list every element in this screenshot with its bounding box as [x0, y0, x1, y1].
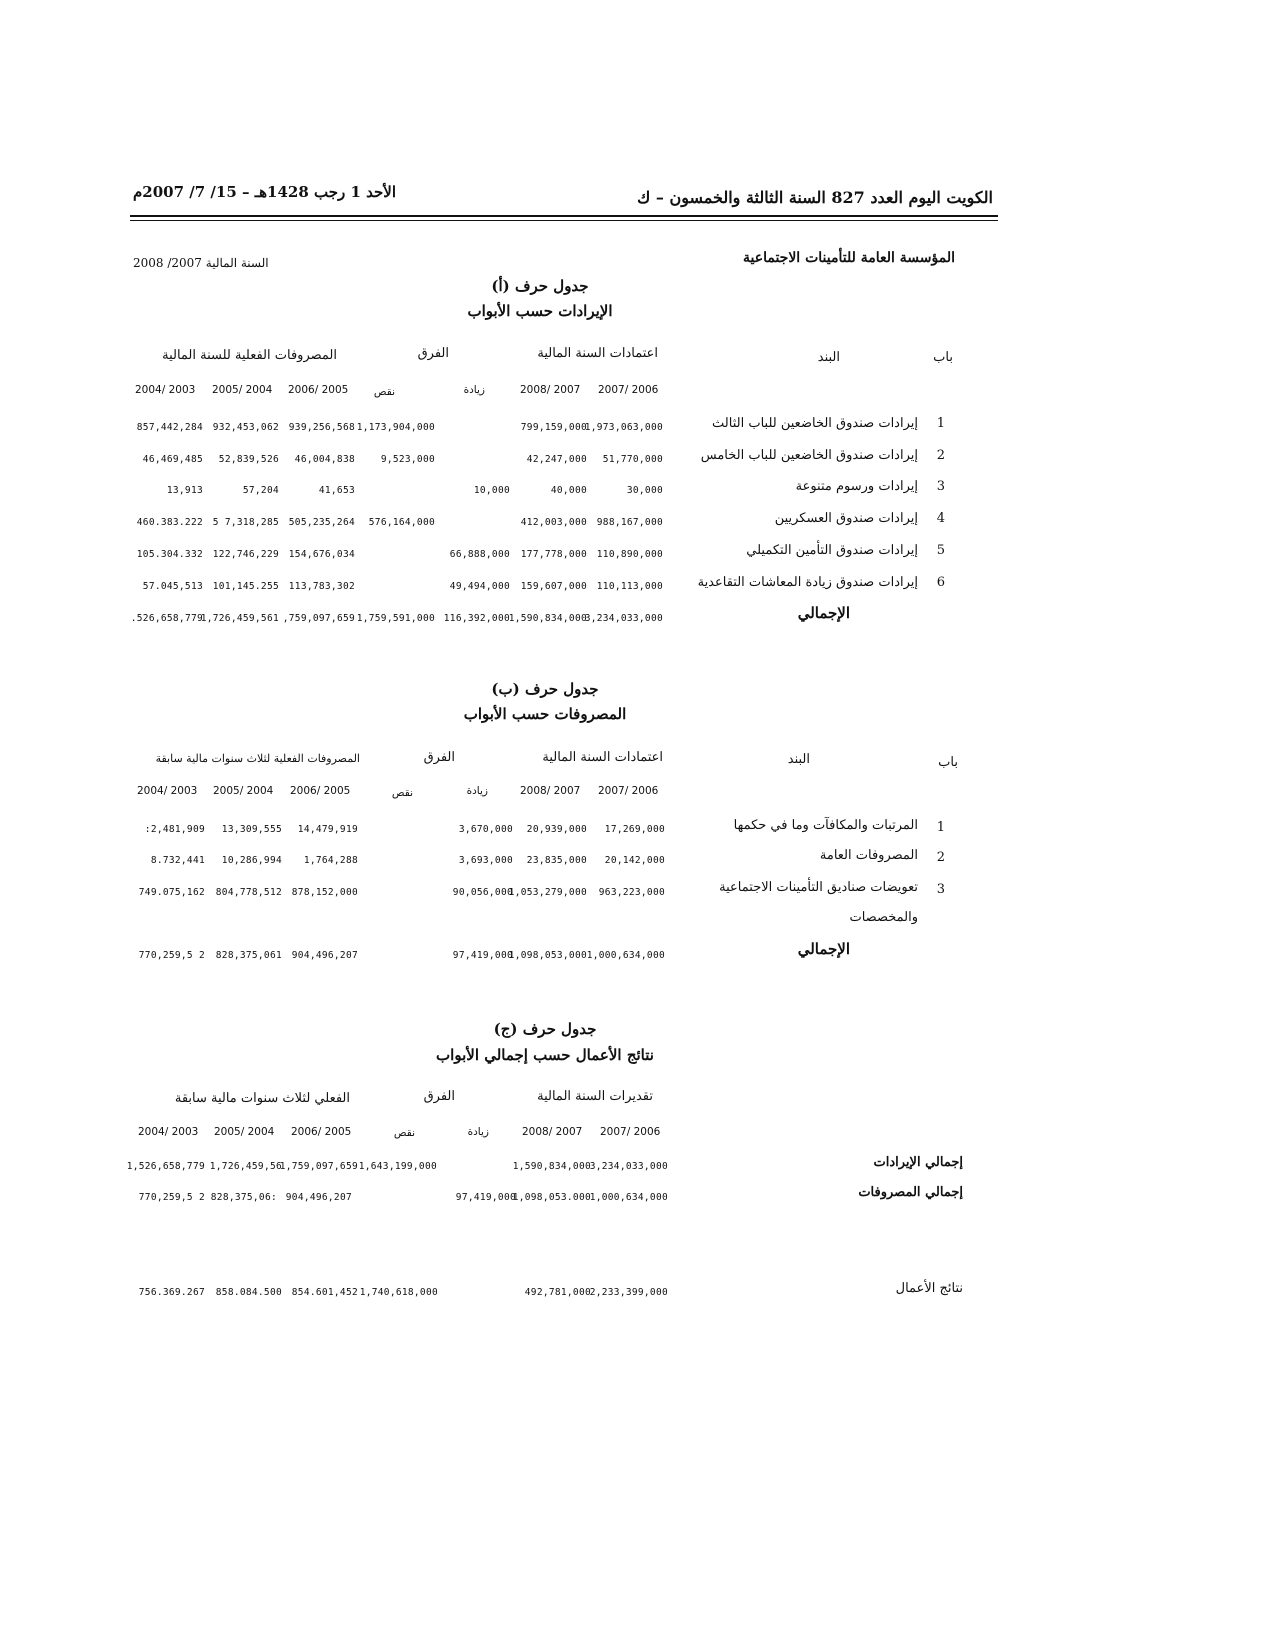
col-increase: زيادة	[467, 1126, 489, 1138]
cell-decrease: 1,759,591,000	[356, 613, 435, 624]
col-2005-2006: 2006/ 2005	[291, 1126, 352, 1138]
col-decrease: نقص	[373, 386, 395, 398]
cell-actual-2003: 105.304.332	[136, 549, 203, 560]
col-2006-2007: 2007/ 2006	[600, 1126, 661, 1138]
cell-actual-2004: 13,309,555	[221, 824, 282, 835]
row-band: إيرادات صندوق الخاضعين للباب الخامس	[700, 448, 918, 463]
cell-actual-2005: 904,496,207	[291, 950, 358, 961]
cell-actual-2004: 828,375,061	[215, 950, 282, 961]
col-2007-2008: 2008/ 2007	[520, 384, 581, 396]
cell-increase: 10,000	[473, 485, 510, 496]
header-rule	[130, 215, 998, 217]
col-2007-2008: 2008/ 2007	[520, 785, 581, 797]
table-a-title: جدول حرف (أ)	[491, 277, 589, 295]
cell-actual-2005: 939,256,568	[288, 422, 355, 433]
cell-estimate-2006: 2,233,399,000	[589, 1287, 668, 1298]
row-band: إيرادات ورسوم متنوعة	[795, 479, 918, 494]
cell-approved-2006: 3,234,033,000	[584, 613, 663, 624]
cell-actual-2004: 5 7,318,285	[212, 517, 279, 528]
col-2003-2004: 2004/ 2003	[135, 384, 196, 396]
col-approved: اعتمادات السنة المالية	[542, 750, 663, 765]
col-actual: المصروفات الفعلية لثلاث سنوات مالية سابقة	[155, 752, 360, 765]
cell-increase: 3,670,000	[458, 824, 513, 835]
col-band: البند	[817, 350, 840, 365]
col-2003-2004: 2004/ 2003	[137, 785, 198, 797]
col-diff: الفرق	[417, 346, 449, 361]
row-bab: 3	[936, 479, 945, 494]
cell-approved-2007: 1,053,279,000	[508, 887, 587, 898]
cell-approved-2006: 20,142,000	[604, 855, 665, 866]
cell-actual-2003: :2,481,909	[144, 824, 205, 835]
col-2005-2006: 2006/ 2005	[288, 384, 349, 396]
cell-approved-2006: 988,167,000	[596, 517, 663, 528]
cell-actual-2003: 46,469,485	[142, 454, 203, 465]
row-bab: 5	[936, 543, 945, 558]
cell-decrease: 9,523,000	[380, 454, 435, 465]
cell-approved-2007: 1,590,834,000	[508, 613, 587, 624]
cell-actual-2005: 854.601,452	[291, 1287, 358, 1298]
cell-actual-2003: 770,259,5 2	[138, 1192, 205, 1203]
cell-decrease: 1,173,904,000	[356, 422, 435, 433]
cell-actual-2003: 1,526,658,779	[126, 1161, 205, 1172]
cell-decrease: 1,740,618,000	[359, 1287, 438, 1298]
row-band: المرتبات والمكافآت وما في حكمها	[733, 818, 918, 833]
col-2003-2004: 2004/ 2003	[138, 1126, 199, 1138]
cell-actual-2004: 10,286,994	[221, 855, 282, 866]
cell-actual-2003: 13,913	[166, 485, 203, 496]
cell-approved-2006: 110,113,000	[596, 581, 663, 592]
cell-estimate-2007: 1,098,053.000	[512, 1192, 591, 1203]
col-diff: الفرق	[423, 750, 455, 765]
cell-increase: 90,056,000	[452, 887, 513, 898]
row-bab: 2	[936, 448, 945, 463]
row-bab: 4	[936, 511, 945, 526]
col-decrease: نقص	[393, 1127, 415, 1139]
cell-approved-2006: 17,269,000	[604, 824, 665, 835]
cell-actual-2004: 57,204	[242, 485, 279, 496]
cell-actual-2003: 756.369.267	[138, 1287, 205, 1298]
cell-approved-2007: 177,778,000	[520, 549, 587, 560]
cell-actual-2004: 101,145.255	[212, 581, 279, 592]
header-right: الكويت اليوم العدد 827 السنة الثالثة والخمسون – ك	[637, 188, 993, 207]
cell-actual-2004: 52,839,526	[218, 454, 279, 465]
col-increase: زيادة	[463, 384, 485, 396]
table-c-subtitle: نتائج الأعمال حسب إجمالي الأبواب	[436, 1046, 654, 1064]
cell-actual-2005: 154,676,034	[288, 549, 355, 560]
cell-actual-2005: 505,235,264	[288, 517, 355, 528]
cell-estimate-2007: 492,781,000	[524, 1287, 591, 1298]
col-bab: باب	[938, 755, 958, 770]
row-band: إيرادات صندوق العسكريين	[774, 511, 918, 526]
cell-increase: 116,392,000	[443, 613, 510, 624]
cell-actual-2003: 8.732,441	[150, 855, 205, 866]
cell-actual-2005: 1,764,288	[303, 855, 358, 866]
col-actual: الفعلي لثلاث سنوات مالية سابقة	[174, 1091, 350, 1106]
cell-actual-2004: 1,726,459,56	[209, 1161, 282, 1172]
cell-actual-2005: ,759,097,659	[282, 613, 355, 624]
cell-approved-2006: 1,000,634,000	[586, 950, 665, 961]
org-name: المؤسسة العامة للتأمينات الاجتماعية	[743, 250, 955, 266]
cell-approved-2007: 1,098,053,000	[508, 950, 587, 961]
cell-actual-2005: 113,783,302	[288, 581, 355, 592]
cell-increase: 66,888,000	[449, 549, 510, 560]
col-2006-2007: 2007/ 2006	[598, 785, 659, 797]
cell-approved-2006: 51,770,000	[602, 454, 663, 465]
cell-estimate-2007: 1,590,834,000	[512, 1161, 591, 1172]
row-bab: 6	[936, 575, 945, 590]
col-2004-2005: 2005/ 2004	[214, 1126, 275, 1138]
cell-estimate-2006: 3,234,033,000	[589, 1161, 668, 1172]
cell-approved-2006: 963,223,000	[598, 887, 665, 898]
cell-actual-2005: 878,152,000	[291, 887, 358, 898]
col-2005-2006: 2006/ 2005	[290, 785, 351, 797]
cell-actual-2003: 857,442,284	[136, 422, 203, 433]
header-left: الأحد 1 رجب 1428هـ – 15/ 7/ 2007م	[133, 183, 396, 201]
cell-actual-2004: 932,453,062	[212, 422, 279, 433]
col-decrease: نقص	[391, 787, 413, 799]
cell-approved-2007: 412,003,000	[520, 517, 587, 528]
cell-approved-2007: 799,159,000	[520, 422, 587, 433]
total-label: الإجمالي	[797, 940, 850, 958]
table-a-subtitle: الإيرادات حسب الأبواب	[467, 302, 613, 320]
cell-actual-2003: 749.075,162	[138, 887, 205, 898]
cell-approved-2007: 42,247,000	[526, 454, 587, 465]
col-diff: الفرق	[423, 1089, 455, 1104]
row-bab: 1	[936, 416, 945, 431]
header-rule-thin	[130, 220, 998, 221]
cell-approved-2006: 110,890,000	[596, 549, 663, 560]
cell-decrease: 1,643,199,000	[358, 1161, 437, 1172]
col-2004-2005: 2005/ 2004	[212, 384, 273, 396]
table-c-title: جدول حرف (ج)	[493, 1020, 597, 1038]
cell-actual-2005: 14,479,919	[297, 824, 358, 835]
row-band: إيرادات صندوق التأمين التكميلي	[746, 543, 918, 558]
cell-actual-2004: 828,375,06:	[210, 1192, 277, 1203]
table-b-title: جدول حرف (ب)	[491, 680, 599, 698]
table-b-subtitle: المصروفات حسب الأبواب	[463, 705, 627, 723]
col-approved: اعتمادات السنة المالية	[537, 346, 658, 361]
cell-actual-2004: 804,778,512	[215, 887, 282, 898]
row-bab: 1	[936, 820, 945, 835]
cell-actual-2005: 1,759,097,659	[279, 1161, 358, 1172]
cell-increase: 97,419,000	[452, 950, 513, 961]
cell-approved-2007: 20,939,000	[526, 824, 587, 835]
col-2007-2008: 2008/ 2007	[522, 1126, 583, 1138]
row-label: نتائج الأعمال	[895, 1281, 963, 1296]
total-label: الإجمالي	[797, 604, 850, 622]
row-band-cont: والمخصصات	[849, 910, 918, 925]
row-bab: 3	[936, 882, 945, 897]
cell-estimate-2006: 1,000,634,000	[589, 1192, 668, 1203]
cell-actual-2004: 858.084.500	[215, 1287, 282, 1298]
cell-increase: 97,419,000	[455, 1192, 516, 1203]
cell-approved-2007: 159,607,000	[520, 581, 587, 592]
col-band: البند	[787, 752, 810, 767]
cell-actual-2005: 904,496,207	[285, 1192, 352, 1203]
cell-actual-2003: 460.383.222	[136, 517, 203, 528]
cell-actual-2004: 1,726,459,561	[200, 613, 279, 624]
cell-increase: 49,494,000	[449, 581, 510, 592]
cell-actual-2005: 46,004,838	[294, 454, 355, 465]
row-band: إيرادات صندوق زيادة المعاشات التقاعدية	[697, 575, 918, 590]
cell-actual-2003: 770,259,5 2	[138, 950, 205, 961]
row-label: إجمالي الإيرادات	[873, 1155, 963, 1170]
row-band: تعويضات صناديق التأمينات الاجتماعية	[719, 880, 918, 895]
col-actual: المصروفات الفعلية للسنة المالية	[162, 348, 337, 363]
fiscal-year: السنة المالية 2007/ 2008	[133, 256, 269, 270]
row-band: إيرادات صندوق الخاضعين للباب الثالث	[712, 416, 918, 431]
row-band: المصروفات العامة	[819, 848, 918, 863]
cell-approved-2007: 40,000	[550, 485, 587, 496]
cell-actual-2003: 57.045,513	[142, 581, 203, 592]
col-estimates: تقديرات السنة المالية	[537, 1089, 653, 1104]
col-2006-2007: 2007/ 2006	[598, 384, 659, 396]
cell-approved-2006: 1,973,063,000	[584, 422, 663, 433]
row-bab: 2	[936, 850, 945, 865]
cell-actual-2004: 122,746,229	[212, 549, 279, 560]
cell-increase: 3,693,000	[458, 855, 513, 866]
row-label: إجمالي المصروفات	[858, 1185, 963, 1200]
cell-actual-2005: 41,653	[318, 485, 355, 496]
cell-actual-2003: .526,658,779	[130, 613, 203, 624]
cell-approved-2007: 23,835,000	[526, 855, 587, 866]
cell-decrease: 576,164,000	[368, 517, 435, 528]
col-increase: زيادة	[466, 785, 488, 797]
col-bab: باب	[933, 350, 953, 365]
col-2004-2005: 2005/ 2004	[213, 785, 274, 797]
cell-approved-2006: 30,000	[626, 485, 663, 496]
